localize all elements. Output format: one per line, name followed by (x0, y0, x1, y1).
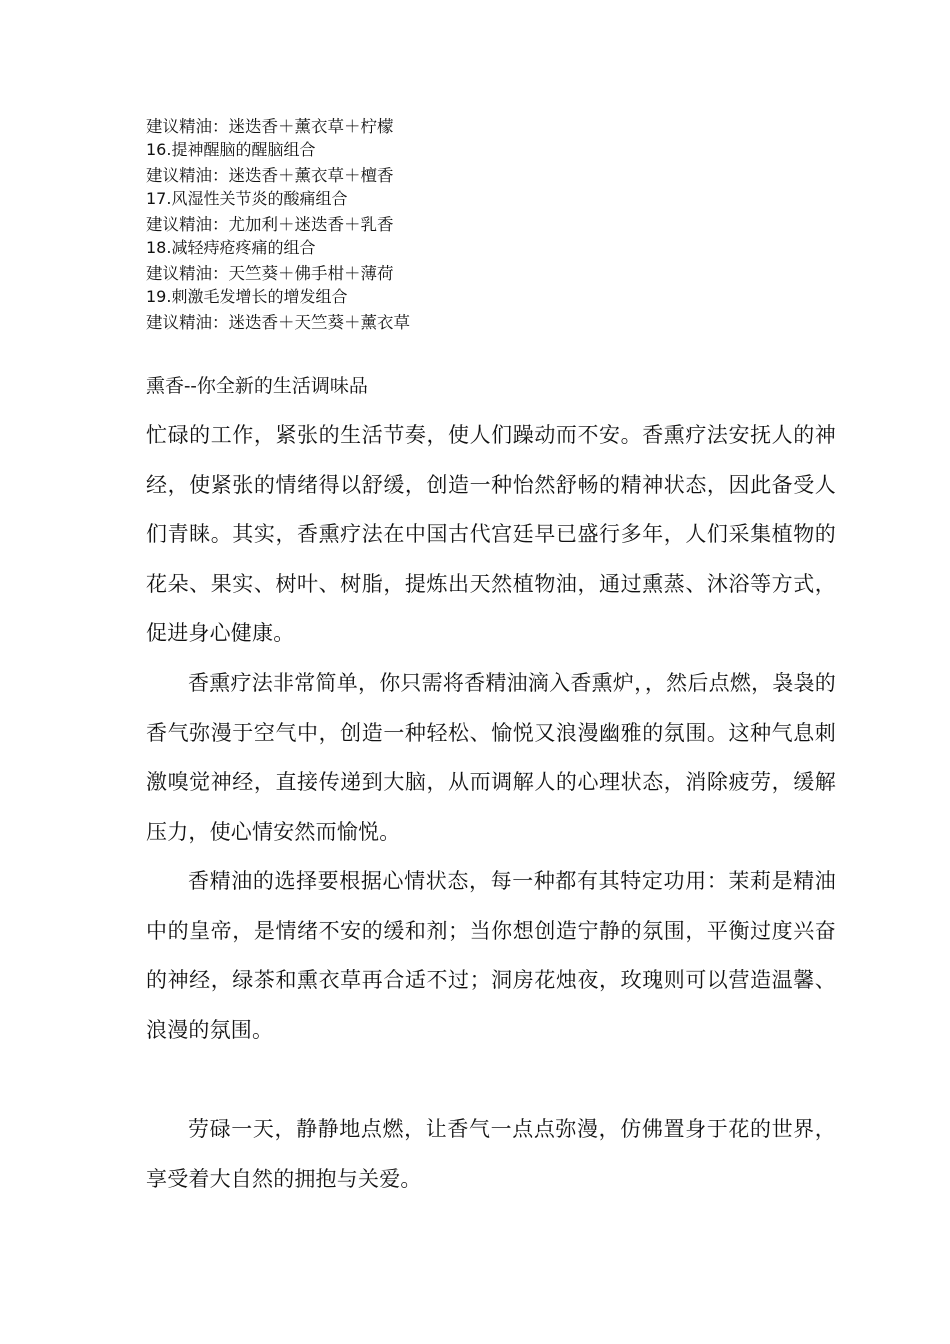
recipe-oils-16: 建议精油：迷迭香＋薰衣草＋檀香 (146, 166, 394, 185)
article-paragraph-2: 香熏疗法非常简单，你只需将香精油滴入香熏炉，，然后点燃，袅袅的香气弥漫于空气中，创造一种轻松、愉悦又浪漫幽雅的氛围。这种气息刺激嗅觉神经，直接传递到大脑，从而调解人的心理状态，消除疲劳，缓解压力，使心情安然而愉悦。 (146, 671, 836, 844)
article-heading: 熏香--你全新的生活调味品 (146, 375, 368, 397)
recipe-title-19: 19.刺激毛发增长的增发组合 (146, 287, 348, 306)
article-paragraph-1: 忙碌的工作，紧张的生活节奏，使人们躁动而不安。香熏疗法安抚人的神经，使紧张的情绪得以舒缓，创造一种怡然舒畅的精神状态，因此备受人们青睐。其实，香熏疗法在中国古代宫廷早已盛行多年，人们采集植物的花朵、果实、树叶、树脂，提炼出天然植物油，通过熏蒸、沐浴等方式，促进身心健康。 (146, 423, 836, 645)
recipe-oils-18: 建议精油：天竺葵＋佛手柑＋薄荷 (146, 264, 394, 283)
recipe-oils-15: 建议精油：迷迭香＋薰衣草＋柠檬 (146, 117, 394, 136)
recipe-title-18: 18.减轻痔疮疼痛的组合 (146, 238, 316, 257)
recipe-title-16: 16.提神醒脑的醒脑组合 (146, 140, 316, 159)
recipe-oils-17: 建议精油：尤加利＋迷迭香＋乳香 (146, 215, 394, 234)
article-paragraph-4: 劳碌一天，静静地点燃，让香气一点点弥漫，仿佛置身于花的世界，享受着大自然的拥抱与关爱。 (146, 1117, 836, 1191)
recipe-oils-19: 建议精油：迷迭香＋天竺葵＋薰衣草 (146, 313, 410, 332)
article-paragraph-3: 香精油的选择要根据心情状态，每一种都有其特定功用：茉莉是精油中的皇帝，是情绪不安的缓和剂；当你想创造宁静的氛围，平衡过度兴奋的神经，绿茶和熏衣草再合适不过；洞房花烛夜，玫瑰则可以营造温馨、浪漫的氛围。 (146, 869, 836, 1042)
recipe-title-17: 17.风湿性关节炎的酸痛组合 (146, 189, 348, 208)
